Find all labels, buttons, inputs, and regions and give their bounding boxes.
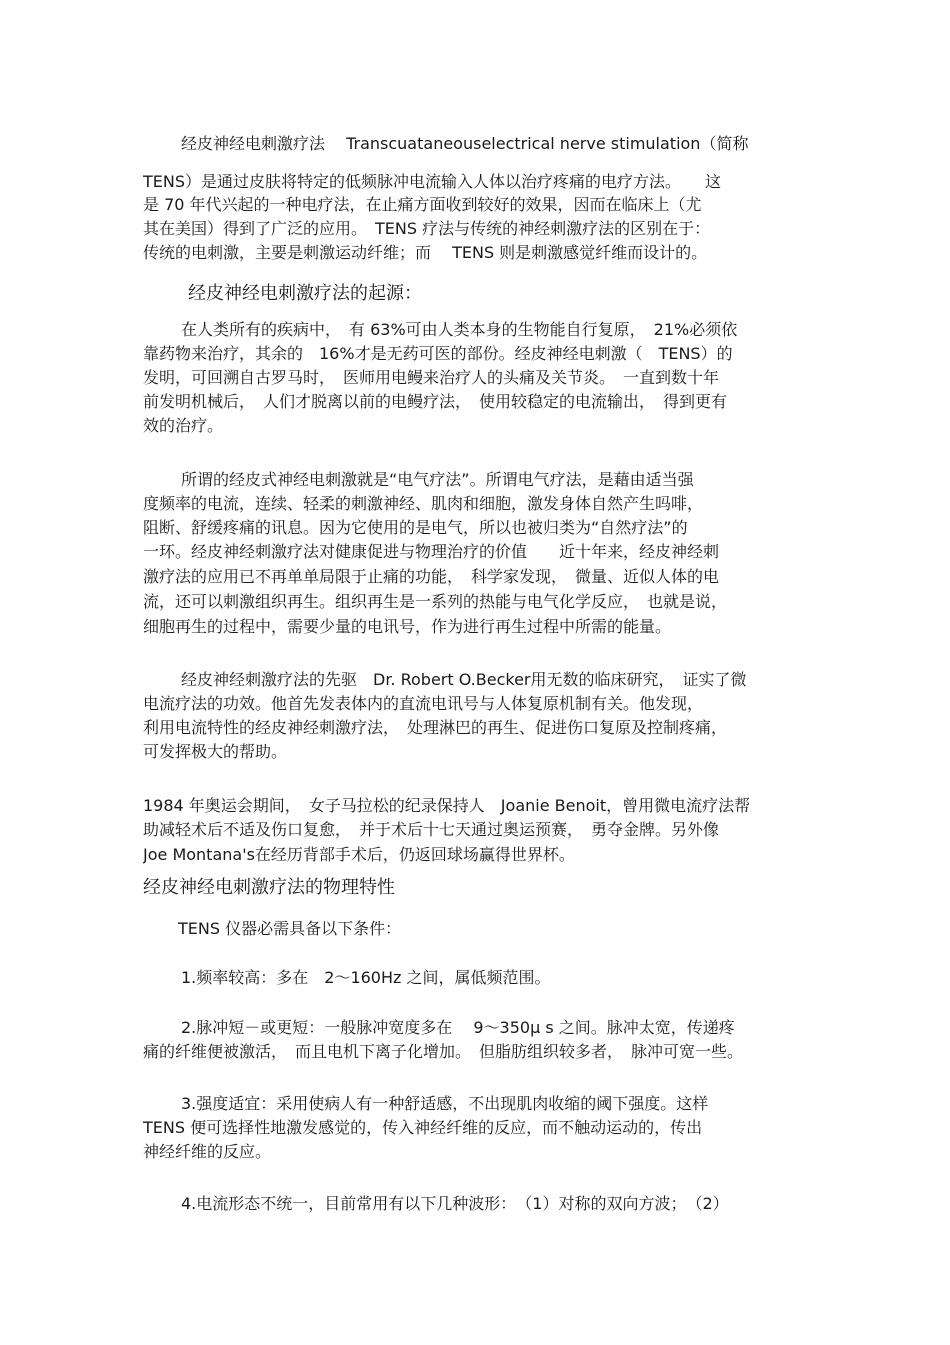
intro-line: 经皮神经电刺激疗法 Transcuataneouselectrical nerve stimulation（简称 <box>181 134 749 153</box>
origin-paragraph-line: 利用电流特性的经皮神经刺激疗法， 处理淋巴的再生、促进伤口复原及控制疼痛， <box>143 718 728 737</box>
origin-paragraph-line: 阻断、舒缓疼痛的讯息。因为它使用的是电气，所以也被归类为“自然疗法”的 <box>143 518 688 537</box>
origin-paragraph-line: 所谓的经皮式神经电刺激就是“电气疗法”。所谓电气疗法，是藉由适当强 <box>181 470 694 489</box>
intro-line: 是 70 年代兴起的一种电疗法，在止痛方面收到较好的效果，因而在临床上（尤 <box>143 195 702 214</box>
origin-paragraph-line: 在人类所有的疾病中， 有 63%可由人类本身的生物能自行复原， 21%必须依 <box>181 320 738 339</box>
origin-heading: 经皮神经电刺激疗法的起源： <box>188 283 422 304</box>
origin-paragraph-line: 细胞再生的过程中，需要少量的电讯号，作为进行再生过程中所需的能量。 <box>143 617 672 636</box>
physical-heading: 经皮神经电刺激疗法的物理特性 <box>143 877 395 898</box>
physical-intro: TENS 仪器必需具备以下条件： <box>178 919 402 938</box>
origin-paragraph-line: Joe Montana's在经历背部手术后，仍返回球场赢得世界杯。 <box>143 845 575 864</box>
origin-paragraph-line: 经皮神经刺激疗法的先驱 Dr. Robert O.Becker用无数的临床研究， 证实了微 <box>181 670 747 689</box>
origin-paragraph-line: 前发明机械后， 人们才脱离以前的电鳗疗法， 使用较稳定的电流输出， 得到更有 <box>143 392 728 411</box>
physical-item-line: 神经纤维的反应。 <box>143 1142 272 1161</box>
physical-item-line: 痛的纤维便被激活， 而且电机下离子化增加。 但脂肪组织较多者， 脉冲可宽一些。 <box>143 1042 744 1061</box>
intro-line: 传统的电刺激，主要是刺激运动纤维；而 TENS 则是刺激感觉纤维而设计的。 <box>143 243 708 262</box>
origin-paragraph-line: 效的治疗。 <box>143 416 224 435</box>
physical-item-line: 2.脉冲短－或更短：一般脉冲宽度多在 9～350μ s 之间。脉冲太宽，传递疼 <box>181 1018 735 1037</box>
origin-paragraph-line: 激疗法的应用已不再单单局限于止痛的功能， 科学家发现， 微量、近似人体的电 <box>143 567 720 586</box>
origin-paragraph-line: 电流疗法的功效。他首先发表体内的直流电讯号与人体复原机制有关。他发现， <box>143 694 704 713</box>
origin-paragraph-line: 靠药物来治疗，其余的 16%才是无药可医的部份。经皮神经电刺激（ TENS）的 <box>143 344 733 363</box>
origin-paragraph-line: 一环。经皮神经刺激疗法对健康促进与物理治疗的价值 近十年来，经皮神经刺 <box>143 542 720 561</box>
origin-paragraph-line: 1984 年奥运会期间， 女子马拉松的纪录保持人 Joanie Benoit，曾用微电流疗法帮 <box>143 796 751 815</box>
physical-item-line: TENS 便可选择性地激发感觉的，传入神经纤维的反应，而不触动运动的，传出 <box>143 1118 703 1137</box>
origin-paragraph-line: 发明，可回溯自古罗马时， 医师用电鳗来治疗人的头痛及关节炎。 一直到数十年 <box>143 368 720 387</box>
intro-line: TENS）是通过皮肤将特定的低频脉冲电流输入人体以治疗疼痛的电疗方法。 这 <box>143 172 722 191</box>
intro-line: 其在美国）得到了广泛的应用。 TENS 疗法与传统的神经刺激疗法的区别在于： <box>143 219 711 238</box>
origin-paragraph-line: 可发挥极大的帮助。 <box>143 742 288 761</box>
physical-item-line: 4.电流形态不统一，目前常用有以下几种波形： （1）对称的双向方波； （2） <box>181 1194 729 1213</box>
origin-paragraph-line: 流，还可以刺激组织再生。组织再生是一系列的热能与电气化学反应， 也就是说， <box>143 592 728 611</box>
physical-item-line: 3.强度适宜：采用使病人有一种舒适感，不出现肌肉收缩的阈下强度。这样 <box>181 1094 709 1113</box>
physical-item-line: 1.频率较高：多在 2～160Hz 之间，属低频范围。 <box>181 968 551 987</box>
origin-paragraph-line: 助减轻术后不适及伤口复愈， 并于术后十七天通过奥运预赛， 勇夺金牌。另外像 <box>143 820 720 839</box>
origin-paragraph-line: 度频率的电流，连续、轻柔的刺激神经、肌肉和细胞，激发身体自然产生吗啡， <box>143 494 704 513</box>
